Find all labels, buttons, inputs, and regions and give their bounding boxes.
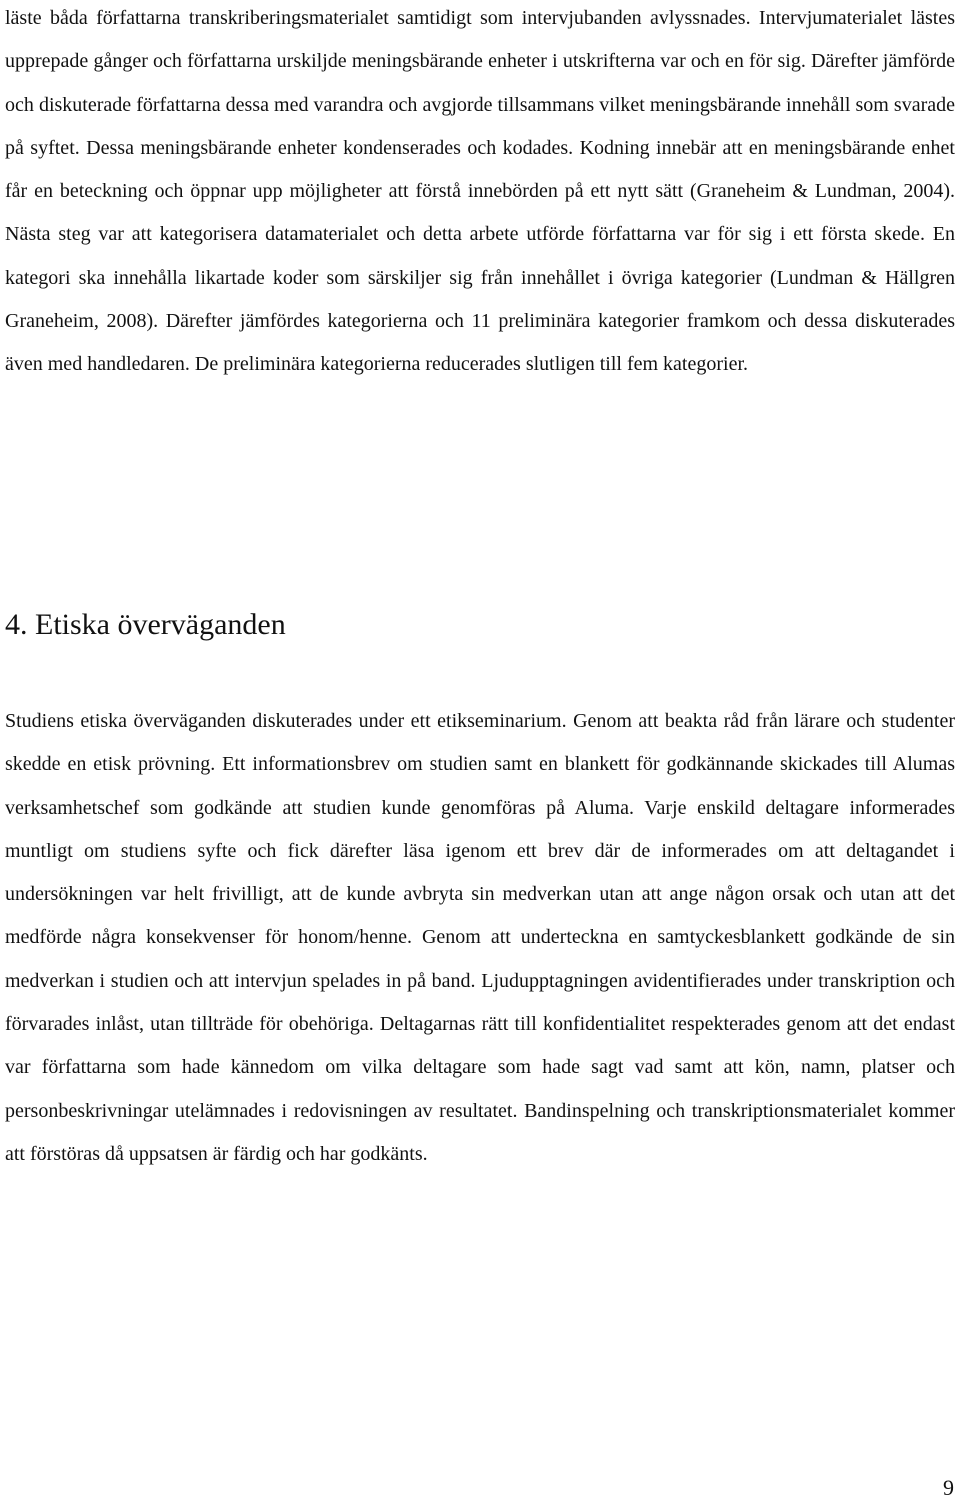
body-paragraph-analysis: läste båda författarna transkriberingsmaterialet samtidigt som intervjubanden avlyssnades. Intervjumaterialet lästes upprepade gånger och författarna urskiljde meningsbärande enheter i utskrifterna var och en för sig. Därefter jämförde och diskuterade författarna dessa med varandra och avgjorde tillsammans vilket meningsbärande innehåll som svarade på syftet. Dessa meningsbärande enheter kondenserades och kodades. Kodning innebär att en meningsbärande enhet får en beteckning och öppnar upp möjligheter att förstå innebörden på ett nytt sätt (Graneheim & Lundman, 2004). Nästa steg var att kategorisera datamaterialet och detta arbete utförde författarna var för sig i ett första skede. En kategori ska innehålla likartade koder som särskiljer sig från innehållet i övriga kategorier (Lundman & Hällgren Graneheim, 2008). Därefter jämfördes kategorierna och 11 preliminära kategorier framkom och dessa diskuterades även med handledaren. De preliminära kategorierna reducerades slutligen till fem kategorier.	[5, 7, 955, 376]
page-number: 9	[943, 1475, 954, 1500]
body-paragraph-ethics: Studiens etiska överväganden diskuterades under ett etikseminarium. Genom att beakta råd från lärare och studenter skedde en etisk prövning. Ett informationsbrev om studien samt en blankett för godkännande skickades till Alumas verksamhetschef som godkände att studien kunde genomföras på Aluma. Varje enskild deltagare informerades muntligt om studiens syfte och fick därefter läsa igenom ett brev där de informerades om att deltagandet i undersökningen var helt frivilligt, att de kunde avbryta sin medverkan utan att ange någon orsak och utan att det medförde några konsekvenser för honom/henne. Genom att underteckna en samtyckesblankett godkände de sin medverkan i studien och att intervjun spelades in på band. Ljudupptagningen avidentifierades under transkription och förvarades inlåst, utan tillträde för obehöriga. Deltagarnas rätt till konfidentialitet respekterades genom att det endast var författarna som hade kännedom om vilka deltagare som hade sagt vad samt att kön, namn, platser och personbeskrivningar utelämnades i redovisningen av resultatet. Bandinspelning och transkriptionsmaterialet kommer att förstöras då uppsatsen är färdig och har godkänts.	[5, 710, 955, 1165]
section-heading	[5, 600, 286, 650]
section-number: 4.	[5, 608, 28, 641]
section-title: Etiska överväganden	[35, 608, 286, 641]
